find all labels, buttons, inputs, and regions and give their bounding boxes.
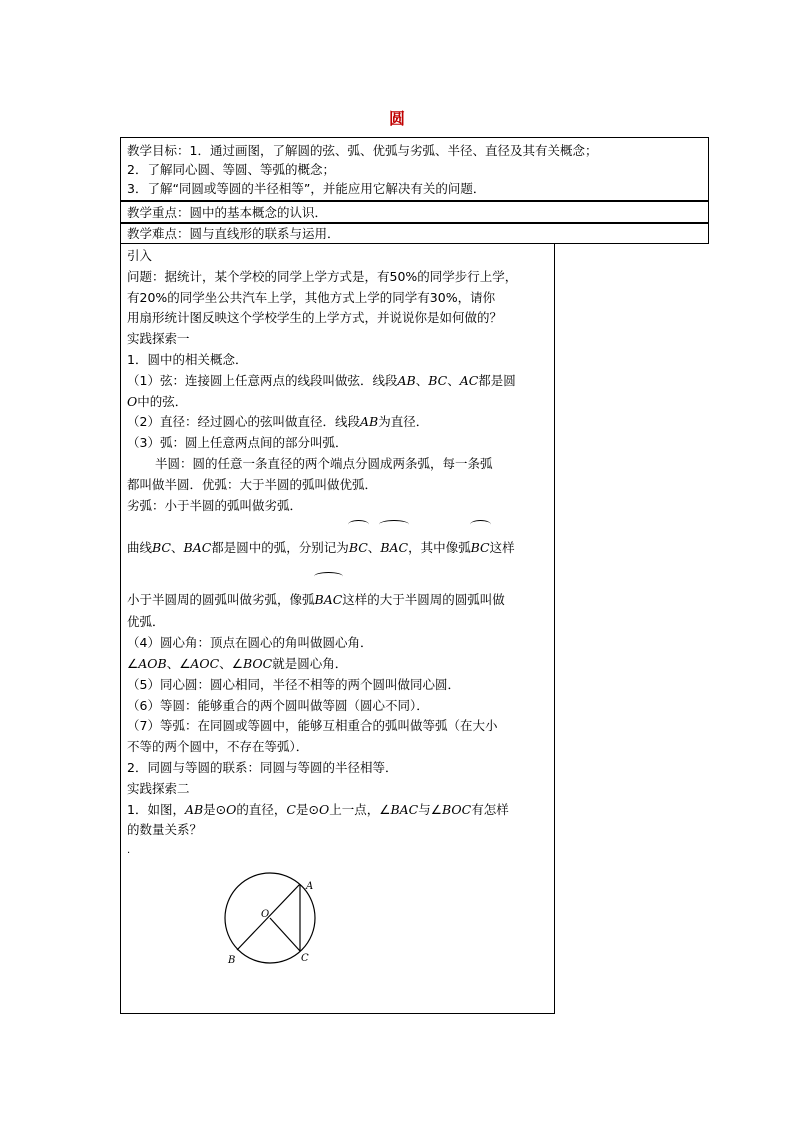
chord-definition: （1）弦：连接圆上任意两点的线段叫做弦．线段AB、BC、AC都是圆: [127, 372, 516, 388]
question-line: 的数量关系？: [127, 822, 203, 838]
label-a: A: [306, 881, 314, 892]
teaching-keypoint: 教学重点：圆中的基本概念的认识．: [120, 201, 709, 223]
section-heading: 引入: [127, 248, 153, 263]
chord-definition-cont: O中的弦．: [127, 393, 188, 409]
minor-arc-definition: 劣弧：小于半圆的弧叫做劣弧．: [127, 497, 303, 513]
central-angle-definition: （4）圆心角：顶点在圆心的角叫做圆心角．: [127, 635, 373, 651]
semicircle-definition: 半圆：圆的任意一条直径的两个端点分圆成两条弧，每一条弧: [155, 455, 493, 471]
equal-circle-definition: （6）等圆：能够重合的两个圆叫做等圆（圆心不同）．: [127, 697, 429, 713]
equal-arc-definition: （7）等弧：在同圆或等圆中，能够互相重合的弧叫做等弧（在大小: [127, 718, 498, 734]
concept-heading: 1．圆中的相关概念．: [127, 351, 248, 367]
central-angle-examples: ∠AOB、∠AOC、∠BOC就是圆心角．: [127, 655, 348, 671]
label-b: B: [228, 955, 236, 966]
radius-oc: [270, 918, 300, 951]
arc-definition: （3）弧：圆上任意两点间的部分叫弧．: [127, 435, 348, 451]
page-title: 圆: [388, 109, 405, 128]
stray-dot: .: [127, 845, 131, 857]
arc-bac-notation: BAC: [380, 526, 408, 570]
teaching-difficulty: 教学难点：圆与直线形的联系与运用．: [120, 223, 709, 244]
arc-bac-notation: BAC: [315, 578, 343, 622]
minor-major-arc-line: 小于半圆周的圆弧叫做劣弧，像弧BAC这样的大于半圆周的圆弧叫做: [127, 578, 548, 622]
relation-line: 2．同圆与等圆的联系：同圆与等圆的半径相等．: [127, 759, 398, 775]
concentric-definition: （5）同心圆：圆心相同，半径不相等的两个圆叫做同心圆．: [127, 676, 460, 692]
arc-bc-notation: BC: [471, 526, 490, 570]
question-line: 问题：据统计，某个学校的同学上学方式是，有50%的同学步行上学，: [127, 268, 518, 284]
diameter-definition: （2）直径：经过圆心的弦叫做直径．线段AB为直径．: [127, 414, 429, 430]
objective-line: 2．了解同心圆、等圆、等弧的概念；: [127, 162, 335, 177]
lesson-content: [120, 244, 555, 1014]
objective-line: 3．了解“同圆或等圆的半径相等”，并能应用它解决有关的问题．: [127, 181, 486, 196]
section-heading: 实践探索二: [127, 780, 190, 796]
semicircle-definition-cont: 都叫做半圆．优弧：大于半圆的弧叫做优弧．: [127, 476, 378, 492]
equal-arc-definition-cont: 不等的两个圆中，不存在等弧）．: [127, 739, 309, 755]
major-arc-line: 优弧．: [127, 614, 165, 630]
arc-bc-notation: BC: [349, 526, 368, 570]
arc-notation-line: 曲线BC、BAC都是圆中的弧，分别记为BC、BAC，其中像弧BC这样: [127, 526, 548, 570]
question-line: 1．如图，AB是⊙O的直径，C是⊙O上一点，∠BAC与∠BOC有怎样: [127, 801, 509, 817]
question-line: 有20%的同学坐公共汽车上学，其他方式上学的同学有30%，请你: [127, 289, 496, 305]
circle-figure: [215, 872, 325, 972]
section-heading: 实践探索一: [127, 331, 190, 347]
teaching-objectives: [120, 137, 709, 201]
label-c: C: [301, 953, 309, 964]
question-line: 用扇形统计图反映这个学校学生的上学方式，并说说你是如何做的？: [127, 310, 503, 326]
label-o: O: [261, 909, 270, 920]
objective-line: 教学目标：1．通过画图，了解圆的弦、弧、优弧与劣弧、半径、直径及其有关概念；: [127, 143, 598, 158]
